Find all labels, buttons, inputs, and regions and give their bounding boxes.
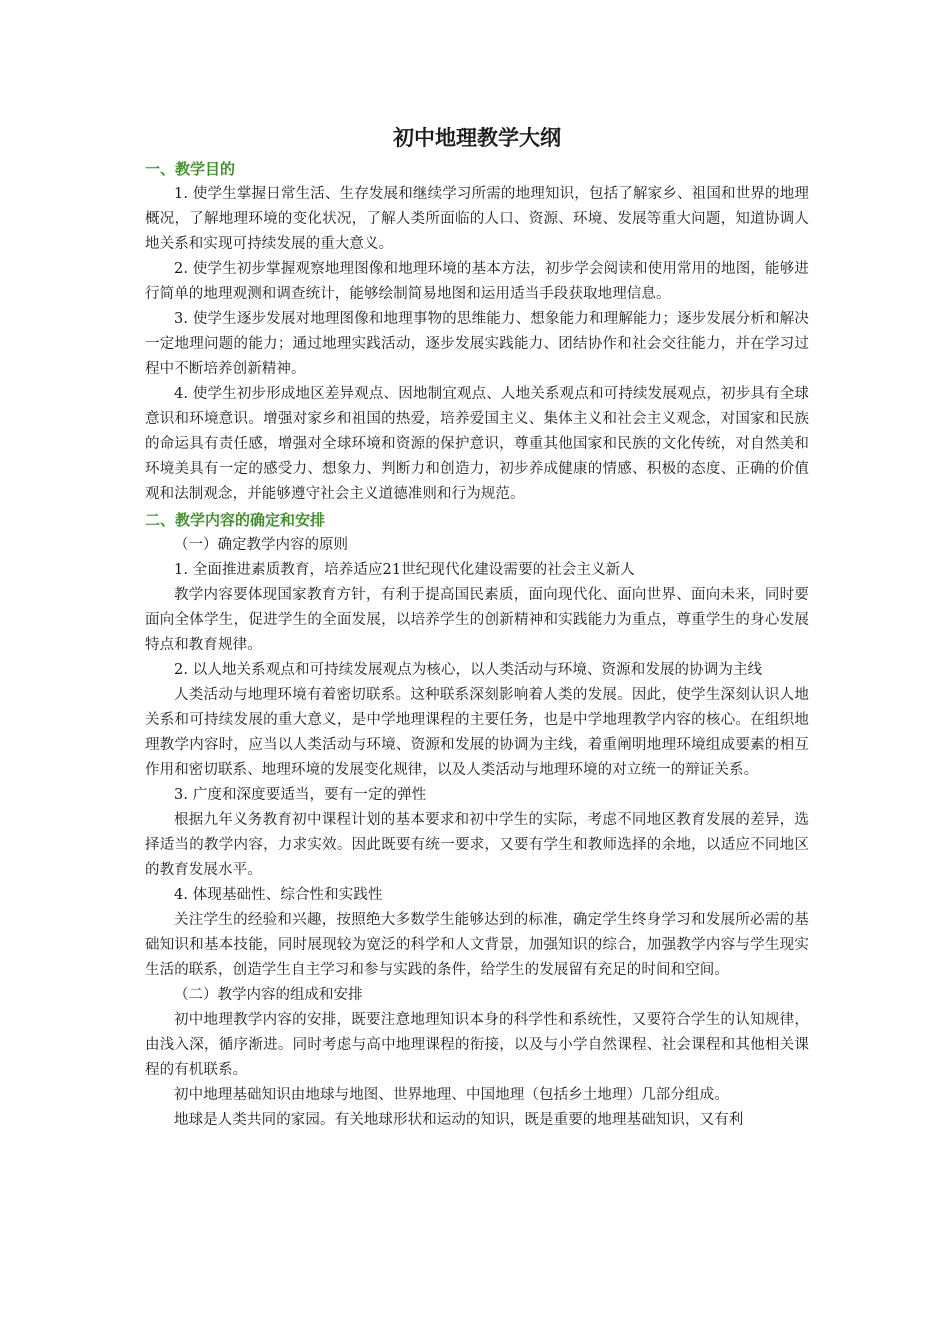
paragraph: 2. 使学生初步掌握观察地理图像和地理环境的基本方法，初步学会阅读和使用常用的地图，能够进行简单的地理观测和调查统计，能够绘制简易地图和运用适当手段获取地理信息。 bbox=[145, 261, 809, 302]
principle-heading: 2. 以人地关系观点和可持续发展观点为核心，以人类活动与环境、资源和发展的协调为主线 bbox=[174, 662, 763, 678]
paragraph: 3. 使学生逐步发展对地理图像和地理事物的思维能力、想象能力和理解能力；逐步发展分析和解决一定地理问题的能力；通过地理实践活动，逐步发展实践能力、团结协作和社会交往能力，并在学习过程中不断培养创新精神。 bbox=[145, 311, 809, 377]
subsection-heading: （一）确定教学内容的原则 bbox=[174, 537, 348, 553]
document-page bbox=[145, 118, 809, 1133]
paragraph: 地球是人类共同的家园。有关地球形状和运动的知识，既是重要的地理基础知识，又有利 bbox=[174, 1112, 744, 1128]
paragraph: 1. 使学生掌握日常生活、生存发展和继续学习所需的地理知识，包括了解家乡、祖国和世界的地理概况，了解地理环境的变化状况，了解人类所面临的人口、资源、环境、发展等重大问题，知道协调人地关系和实现可持续发展的重大意义。 bbox=[145, 186, 809, 252]
document-title: 初中地理教学大纲 bbox=[393, 126, 561, 150]
principle-heading: 4. 体现基础性、综合性和实践性 bbox=[174, 887, 383, 903]
paragraph: 4. 使学生初步形成地区差异观点、因地制宜观点、人地关系观点和可持续发展观点，初步具有全球意识和环境意识。增强对家乡和祖国的热爱，培养爱国主义、集体主义和社会主义观念，对国家和民族的命运具有责任感，增强对全球环境和资源的保护意识，尊重其他国家和民族的文化传统，对自然美和环境美具有一定的感受力、想象力、判断力和创造力，初步养成健康的情感、积极的态度、正确的价值观和法制观念，并能够遵守社会主义道德准则和行为规范。 bbox=[145, 386, 809, 502]
paragraph: 关注学生的经验和兴趣，按照绝大多数学生能够达到的标准，确定学生终身学习和发展所必需的基础知识和基本技能，同时展现较为宽泛的科学和人文背景，加强知识的综合，加强教学内容与学生现实生活的联系，创造学生自主学习和参与实践的条件，给学生的发展留有充足的时间和空间。 bbox=[145, 912, 809, 978]
subsection-heading: （二）教学内容的组成和安排 bbox=[174, 987, 363, 1003]
paragraph: 人类活动与地理环境有着密切联系。这种联系深刻影响着人类的发展。因此，使学生深刻认识人地关系和可持续发展的重大意义，是中学地理课程的主要任务，也是中学地理教学内容的核心。在组织地理教学内容时，应当以人类活动与环境、资源和发展的协调为主线，着重阐明地理环境组成要素的相互作用和密切联系、地理环境的发展变化规律，以及人类活动与地理环境的对立统一的辩证关系。 bbox=[145, 687, 809, 778]
principle-heading: 1. 全面推进素质教育，培养适应21世纪现代化建设需要的社会主义新人 bbox=[174, 562, 635, 578]
paragraph: 初中地理基础知识由地球与地图、世界地理、中国地理（包括乡土地理）几部分组成。 bbox=[174, 1087, 729, 1103]
paragraph: 根据九年义务教育初中课程计划的基本要求和初中学生的实际，考虑不同地区教育发展的差异，选择适当的教学内容，力求实效。因此既要有统一要求，又要有学生和教师选择的余地，以适应不同地区的教育发展水平。 bbox=[145, 812, 809, 878]
section-heading: 二、教学内容的确定和安排 bbox=[145, 511, 326, 529]
section-teaching-purpose bbox=[145, 156, 809, 507]
section-teaching-content bbox=[145, 507, 809, 1133]
section-heading: 一、教学目的 bbox=[145, 160, 236, 178]
paragraph: 教学内容要体现国家教育方针，有利于提高国民素质，面向现代化、面向世界、面向未来，同时要面向全体学生，促进学生的全面发展，以培养学生的创新精神和实践能力为重点，尊重学生的身心发展特点和教育规律。 bbox=[145, 587, 809, 653]
paragraph: 初中地理教学内容的安排，既要注意地理知识本身的科学性和系统性，又要符合学生的认知规律，由浅入深，循序渐进。同时考虑与高中地理课程的衔接，以及与小学自然课程、社会课程和其他相关课程的有机联系。 bbox=[145, 1012, 809, 1078]
principle-heading: 3. 广度和深度要适当，要有一定的弹性 bbox=[174, 787, 427, 803]
